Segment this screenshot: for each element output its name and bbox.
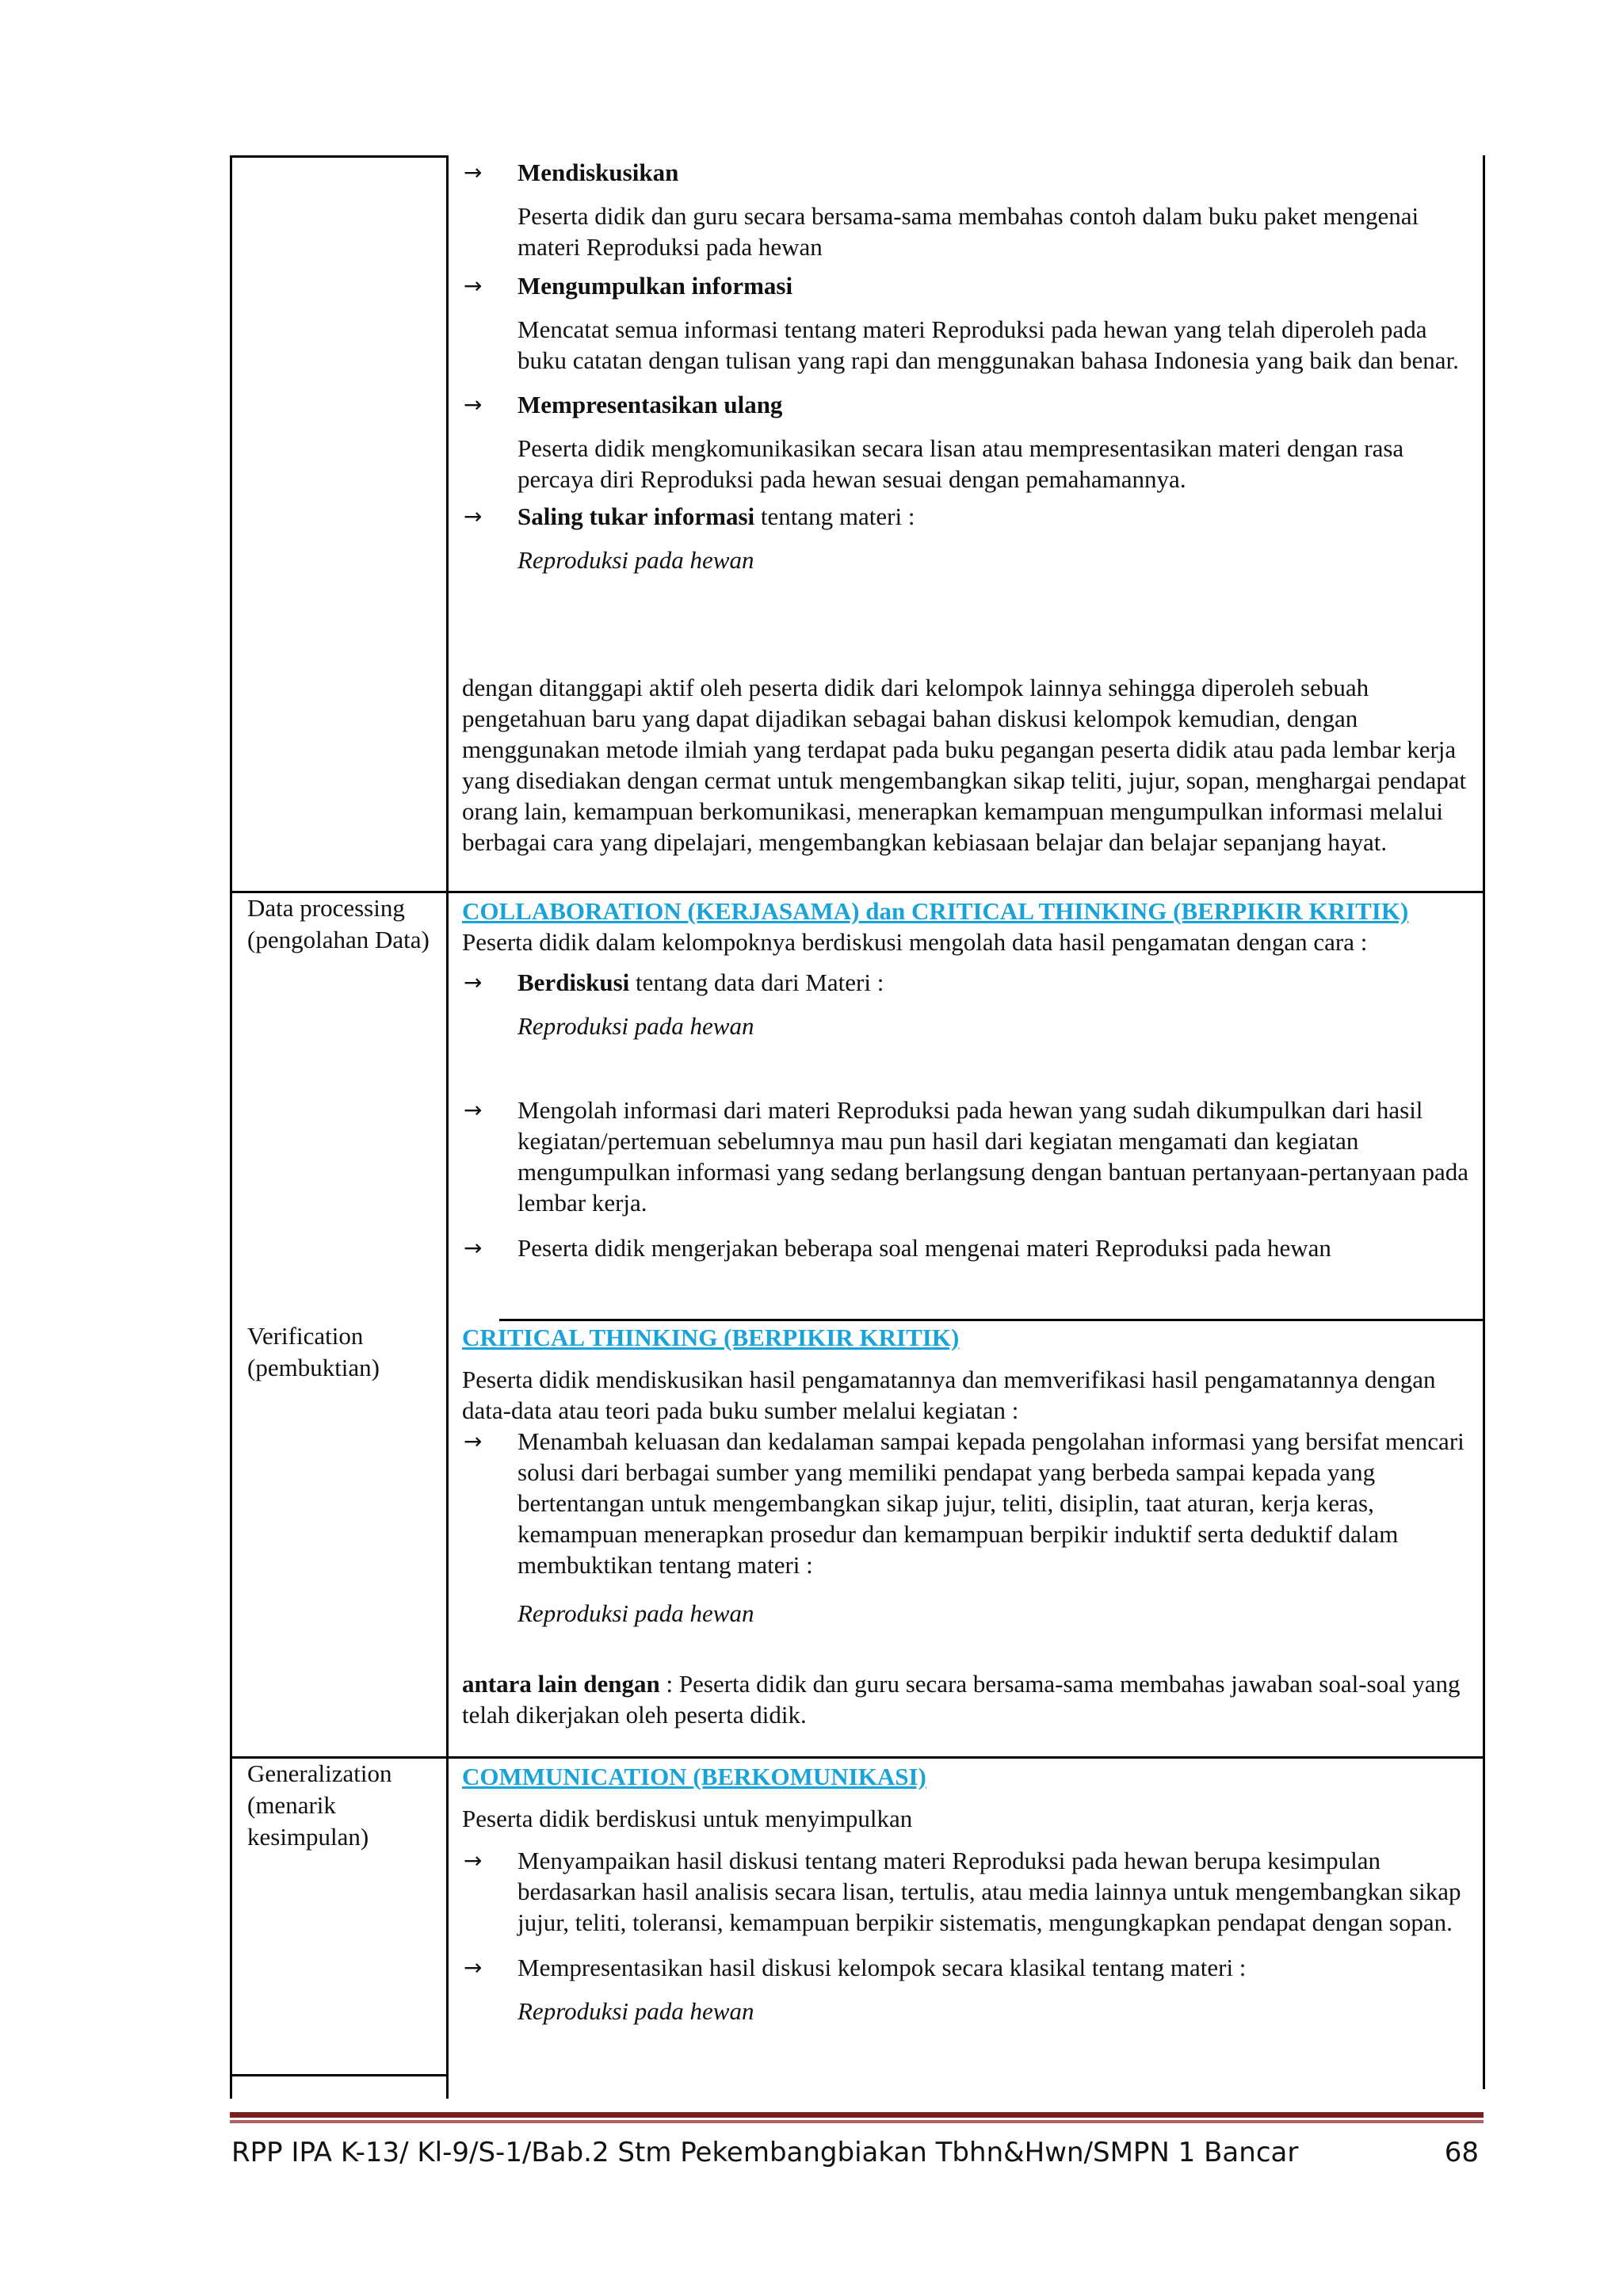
item-description: Menyampaikan hasil diskusi tentang materi Reproduksi pada hewan berupa kesimpulan berdasarkan hasil analisis secara lisan, tertulis, atau media lainnya untuk mengembangkan sikap jujur, teliti, toleransi, kemampuan berpikir sistematis, mengungkapkan pendapat dengan sopan. xyxy=(517,1847,1461,1936)
item-suffix: tentang materi : xyxy=(754,502,915,530)
section-data-processing xyxy=(462,896,1476,1263)
item-description: Peserta didik dan guru secara bersama-sama membahas contoh dalam buku paket mengenai materi Reproduksi pada hewan xyxy=(517,202,1419,261)
list-item xyxy=(462,157,1476,262)
arrow-icon: → xyxy=(464,969,483,995)
arrow-icon: → xyxy=(464,273,483,299)
arrow-icon: → xyxy=(464,1847,483,1874)
list-item xyxy=(462,270,1476,376)
item-suffix: tentang data dari Materi : xyxy=(629,968,884,996)
section-continuation xyxy=(462,157,1476,575)
item-description: Mempresentasikan hasil diskusi kelompok secara klasikal tentang materi : xyxy=(517,1954,1247,1981)
closing-text: : Peserta didik dan guru secara bersama-sama membahas jawaban soal-soal yang telah dikerjakan oleh peserta didik. xyxy=(462,1670,1461,1729)
item-title: Mempresentasikan ulang xyxy=(517,391,783,418)
row-label-data-processing: Data processing (pengolahan Data) xyxy=(247,894,430,953)
collaboration-heading-link[interactable]: COLLABORATION (KERJASAMA) dan CRITICAL THINKING (BERPIKIR KRITIK) xyxy=(462,897,1409,925)
table-top-border-left xyxy=(230,155,449,158)
arrow-icon: → xyxy=(464,503,483,529)
communication-heading-link[interactable]: COMMUNICATION (BERKOMUNIKASI) xyxy=(462,1763,926,1790)
section-verification xyxy=(462,1322,1476,1730)
closing-bold-text: antara lain dengan xyxy=(462,1670,660,1698)
item-description: Peserta didik mengkomunikasikan secara lisan atau mempresentasikan materi dengan rasa percaya diri Reproduksi pada hewan sesuai dengan pemahamannya. xyxy=(517,434,1404,493)
table-left-border xyxy=(230,155,232,2099)
page-footer xyxy=(231,2137,1479,2168)
item-description: Mencatat semua informasi tentang materi Reproduksi pada hewan yang telah diperoleh pada buku catatan dengan tulisan yang rapi dan menggunakan bahasa Indonesia yang baik dan benar. xyxy=(517,315,1459,374)
section-paragraph: dengan ditanggapi aktif oleh peserta didik dari kelompok lainnya sehingga diperoleh sebuah pengetahuan baru yang dapat dijadikan sebagai bahan diskusi kelompok kemudian, dengan menggunakan metode ilmiah yang terdapat pada buku pegangan peserta didik atau pada lembar kerja yang disediakan dengan cermat untuk mengembangkan sikap teliti, jujur, sopan, menghargai pendapat orang lain, kemampuan berkomunikasi, menerapkan kemampuan mengumpulkan informasi melalui berbagai cara yang dipelajari, mengembangkan kebiasaan belajar dan belajar sepanjang hayat. xyxy=(462,674,1467,856)
table-column-divider xyxy=(446,155,449,2099)
section-generalization xyxy=(462,1761,1476,2027)
item-title: Berdiskusi xyxy=(517,968,630,996)
row-divider-2 xyxy=(499,1319,1485,1321)
footer-title: RPP IPA K-13/ Kl-9/S-1/Bab.2 Stm Pekembangbiakan Tbhn&Hwn/SMPN 1 Bancar xyxy=(231,2137,1299,2168)
section-intro: Peserta didik dalam kelompoknya berdiskusi mengolah data hasil pengamatan dengan cara : xyxy=(462,928,1368,956)
arrow-icon: → xyxy=(464,1954,483,1981)
list-item xyxy=(462,389,1476,495)
item-title: Mengumpulkan informasi xyxy=(517,272,793,300)
table-bottom-border-left xyxy=(230,2074,449,2076)
critical-thinking-heading-link[interactable]: CRITICAL THINKING (BERPIKIR KRITIK) xyxy=(462,1324,960,1351)
item-description: Menambah keluasan dan kedalaman sampai kepada pengolahan informasi yang bersifat mencari solusi dari berbagai sumber yang memiliki pendapat yang berbeda sampai kepada yang bertentangan untuk mengembangkan sikap jujur, teliti, disiplin, taat aturan, kerja keras, kemampuan menerapkan prosedur dan kemampuan berpikir induktif serta deduktif dalam membuktikan tentang materi : xyxy=(517,1427,1465,1579)
list-item xyxy=(462,501,1476,575)
topic-text: Reproduksi pada hewan xyxy=(517,1997,754,2025)
list-item xyxy=(462,1095,1476,1218)
closing-paragraph xyxy=(462,1668,1476,1730)
topic-text: Reproduksi pada hewan xyxy=(517,1012,754,1040)
item-description: Mengolah informasi dari materi Reproduksi pada hewan yang sudah dikumpulkan dari hasil kegiatan/pertemuan sebelumnya mau pun hasil dari kegiatan mengamati dan kegiatan mengumpulkan informasi yang sedang berlangsung dengan bantuan pertanyaan-pertanyaan pada lembar kerja. xyxy=(517,1096,1468,1217)
footer-rule-thin xyxy=(230,2120,1484,2123)
item-description: Peserta didik mengerjakan beberapa soal mengenai materi Reproduksi pada hewan xyxy=(517,1234,1331,1262)
list-item xyxy=(462,1426,1476,1629)
page-number: 68 xyxy=(1444,2137,1479,2168)
topic-text: Reproduksi pada hewan xyxy=(517,1599,754,1627)
arrow-icon: → xyxy=(464,392,483,418)
list-item xyxy=(462,1845,1476,1938)
footer-rule xyxy=(230,2112,1484,2118)
list-item xyxy=(462,1232,1476,1263)
section-intro: Peserta didik mendiskusikan hasil pengamatannya dan memverifikasi hasil pengamatannya dengan data-data atau teori pada buku sumber melalui kegiatan : xyxy=(462,1366,1436,1424)
table-right-border xyxy=(1483,155,1485,2089)
arrow-icon: → xyxy=(464,159,483,185)
row-label-generalization: Generalization (menarik kesimpulan) xyxy=(247,1759,392,1851)
arrow-icon: → xyxy=(464,1097,483,1123)
item-title: Mendiskusikan xyxy=(517,159,679,186)
section-intro: Peserta didik berdiskusi untuk menyimpulkan xyxy=(462,1805,913,1832)
list-item xyxy=(462,967,1476,1041)
row-label-verification: Verification (pembuktian) xyxy=(247,1322,380,1381)
list-item xyxy=(462,1952,1476,2027)
item-title: Saling tukar informasi xyxy=(517,502,755,530)
arrow-icon: → xyxy=(464,1235,483,1261)
arrow-icon: → xyxy=(464,1428,483,1454)
topic-text: Reproduksi pada hewan xyxy=(517,546,754,574)
